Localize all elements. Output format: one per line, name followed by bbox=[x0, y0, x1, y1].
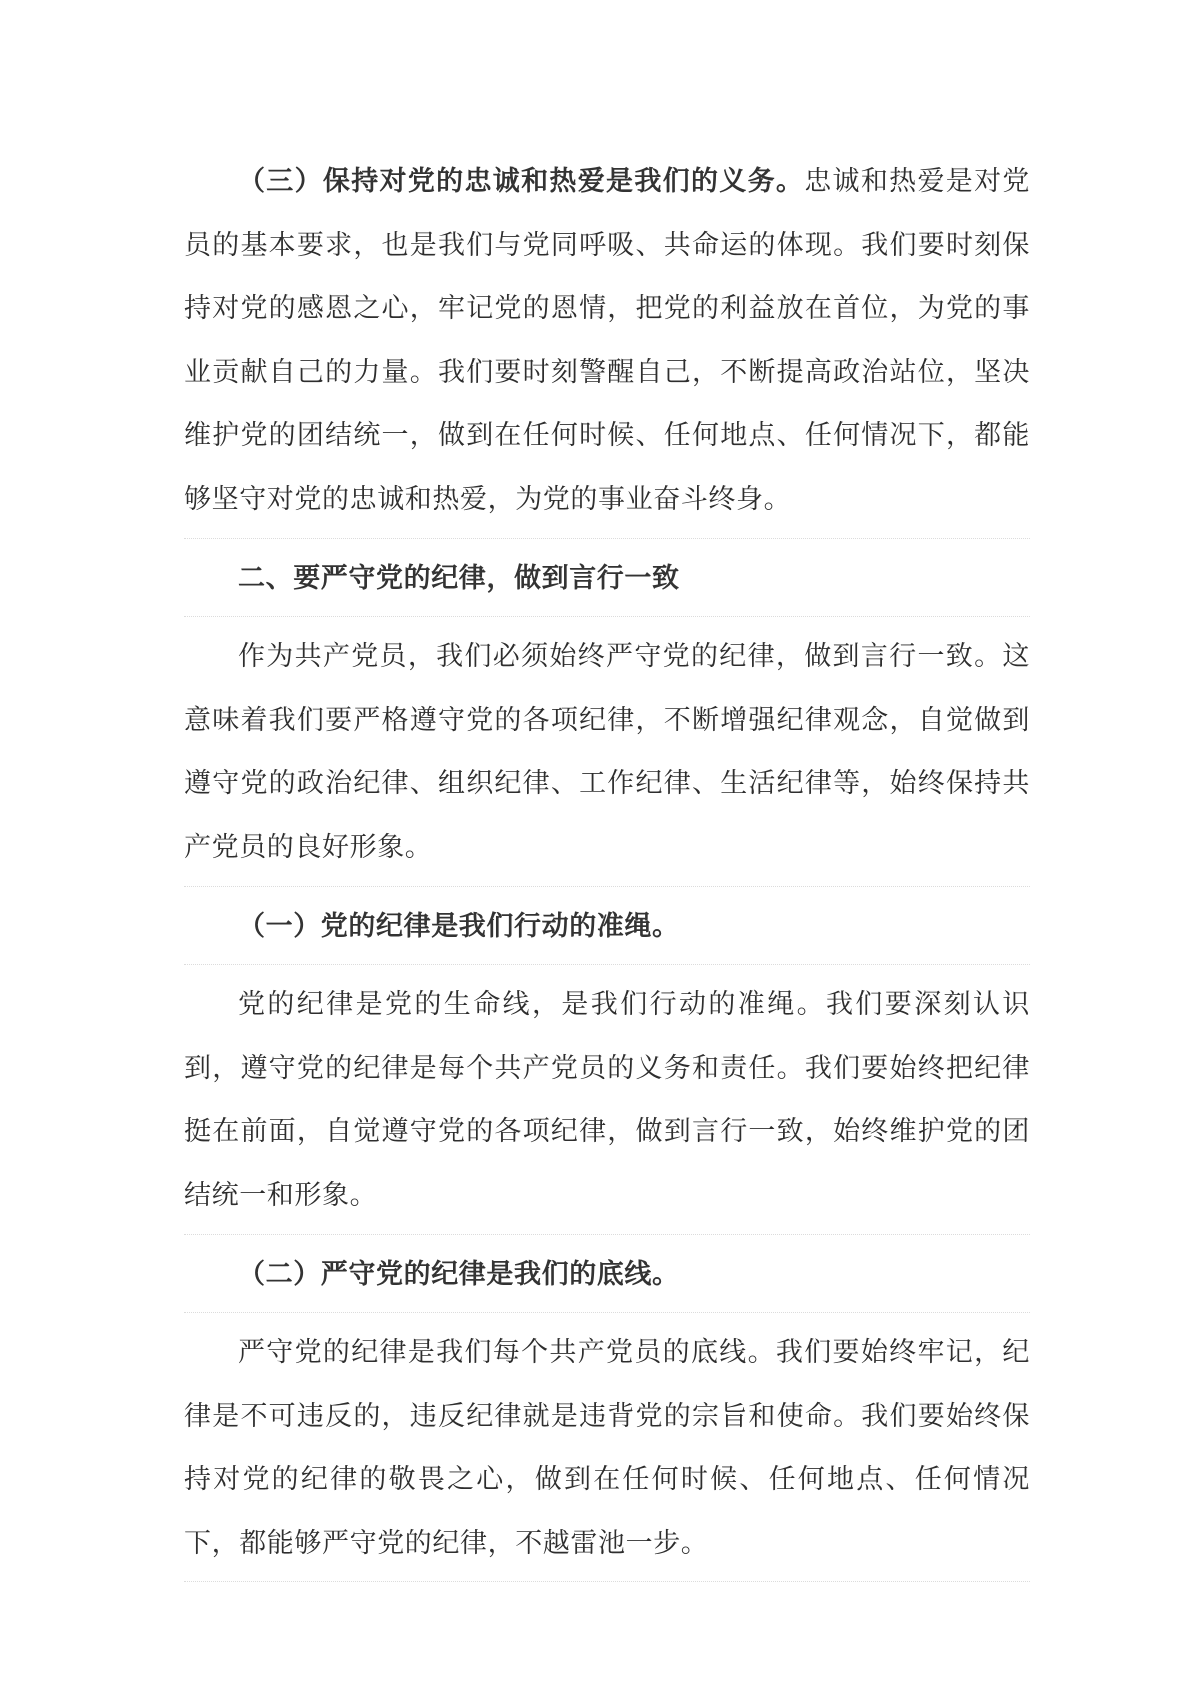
section-3-lead: （三）保持对党的忠诚和热爱是我们的义务。 bbox=[238, 166, 805, 197]
section-3-body: 忠诚和热爱是对党员的基本要求，也是我们与党同呼吸、共命运的体现。我们要时刻保持对党的感恩之心，牢记党的恩情，把党的利益放在首位，为党的事业贡献自己的力量。我们要时刻警醒自己，不断提高政治站位，坚决维护党的团结统一，做到在任何时候、任何地点、任何情况下，都能够坚守对党的忠诚和热爱，为党的事业奋斗终身。 bbox=[184, 166, 1030, 515]
heading-2: 二、要严守党的纪律，做到言行一致 bbox=[184, 547, 1030, 618]
paragraph-2-intro: 作为共产党员，我们必须始终严守党的纪律，做到言行一致。这意味着我们要严格遵守党的各项纪律，不断增强纪律观念，自觉做到遵守党的政治纪律、组织纪律、工作纪律、生活纪律等，始终保持共产党员的良好形象。 bbox=[184, 625, 1030, 886]
subheading-1: （一）党的纪律是我们行动的准绳。 bbox=[184, 895, 1030, 966]
section-3-paragraph bbox=[184, 150, 1030, 539]
document-content bbox=[184, 150, 1030, 1582]
paragraph-sub-1: 党的纪律是党的生命线，是我们行动的准绳。我们要深刻认识到，遵守党的纪律是每个共产党员的义务和责任。我们要始终把纪律挺在前面，自觉遵守党的各项纪律，做到言行一致，始终维护党的团结统一和形象。 bbox=[184, 973, 1030, 1234]
subheading-2: （二）严守党的纪律是我们的底线。 bbox=[184, 1243, 1030, 1314]
paragraph-sub-2: 严守党的纪律是我们每个共产党员的底线。我们要始终牢记，纪律是不可违反的，违反纪律就是违背党的宗旨和使命。我们要始终保持对党的纪律的敬畏之心，做到在任何时候、任何地点、任何情况下，都能够严守党的纪律，不越雷池一步。 bbox=[184, 1321, 1030, 1582]
